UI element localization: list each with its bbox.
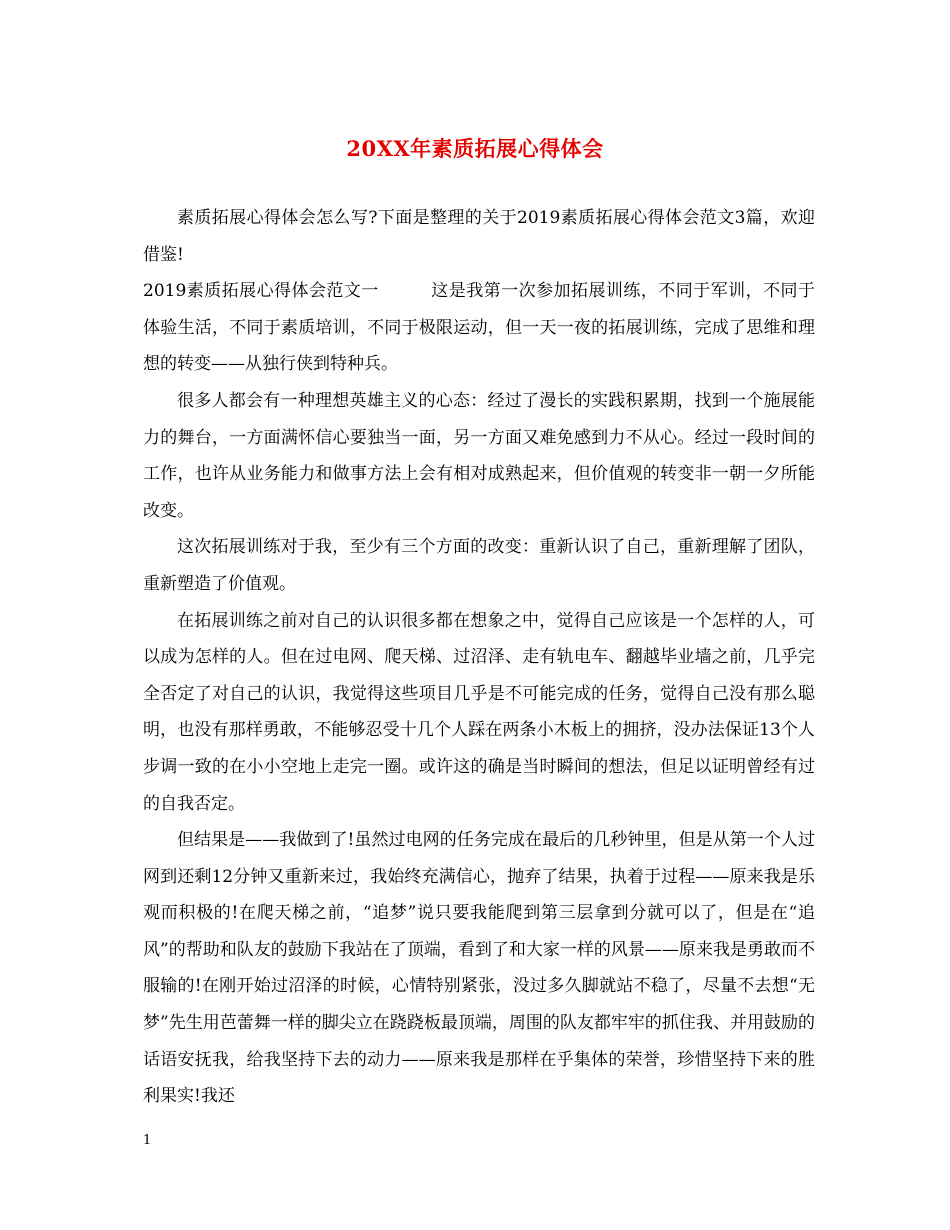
section-heading: 2019素质拓展心得体会范文一 [143, 281, 379, 302]
body-paragraph: 很多人都会有一种理想英雄主义的心态：经过了漫长的实践积累期，找到一个施展能力的舞台，一方面满怀信心要独当一面，另一方面又难免感到力不从心。经过一段时间的工作，也许从业务能力和做事方法上会有相对成熟起来，但价值观的转变非一朝一夕所能改变。 [143, 390, 815, 521]
document-title: 20XX年素质拓展心得体会 [346, 136, 604, 161]
section-paragraph [143, 273, 815, 383]
page-number: 1 [143, 1133, 152, 1148]
body-paragraph: 这次拓展训练对于我，至少有三个方面的改变：重新认识了自己，重新理解了团队，重新塑造了价值观。 [143, 537, 815, 594]
body-paragraph: 在拓展训练之前对自己的认识很多都在想象之中，觉得自己应该是一个怎样的人，可以成为怎样的人。但在过电网、爬天梯、过沼泽、走有轨电车、翻越毕业墙之前，几乎完全否定了对自己的认识，我觉得这些项目几乎是不可能完成的任务，觉得自己没有那么聪明，也没有那样勇敢，不能够忍受十几个人踩在两条小木板上的拥挤，没办法保证13个人步调一致的在小小空地上走完一圈。或许这的确是当时瞬间的想法，但足以证明曾经有过的自我否定。 [143, 610, 815, 814]
body-paragraph: 但结果是——我做到了!虽然过电网的任务完成在最后的几秒钟里，但是从第一个人过网到还剩12分钟又重新来过，我始终充满信心，抛弃了结果，执着于过程——原来我是乐观而积极的!在爬天梯之前，“追梦”说只要我能爬到第三层拿到分就可以了，但是在“追风”的帮助和队友的鼓励下我站在了顶端，看到了和大家一样的风景——原来我是勇敢而不服输的!在刚开始过沼泽的时候，心情特别紧张，没过多久脚就站不稳了，尽量不去想“无梦”先生用芭蕾舞一样的脚尖立在跷跷板最顶端，周围的队友都牢牢的抓住我、并用鼓励的话语安抚我，给我坚持下去的动力——原来我是那样在乎集体的荣誉，珍惜坚持下来的胜利果实!我还 [143, 830, 815, 1107]
intro-paragraph: 素质拓展心得体会怎么写?下面是整理的关于2019素质拓展心得体会范文3篇，欢迎借鉴! [143, 208, 815, 265]
section-first-text: 这是我第一次参加拓展训练，不同于军训，不同于体验生活，不同于素质培训，不同于极限运动，但一天一夜的拓展训练，完成了思维和理想的转变——从独行侠到特种兵。 [143, 281, 816, 375]
document-body [143, 200, 815, 1115]
